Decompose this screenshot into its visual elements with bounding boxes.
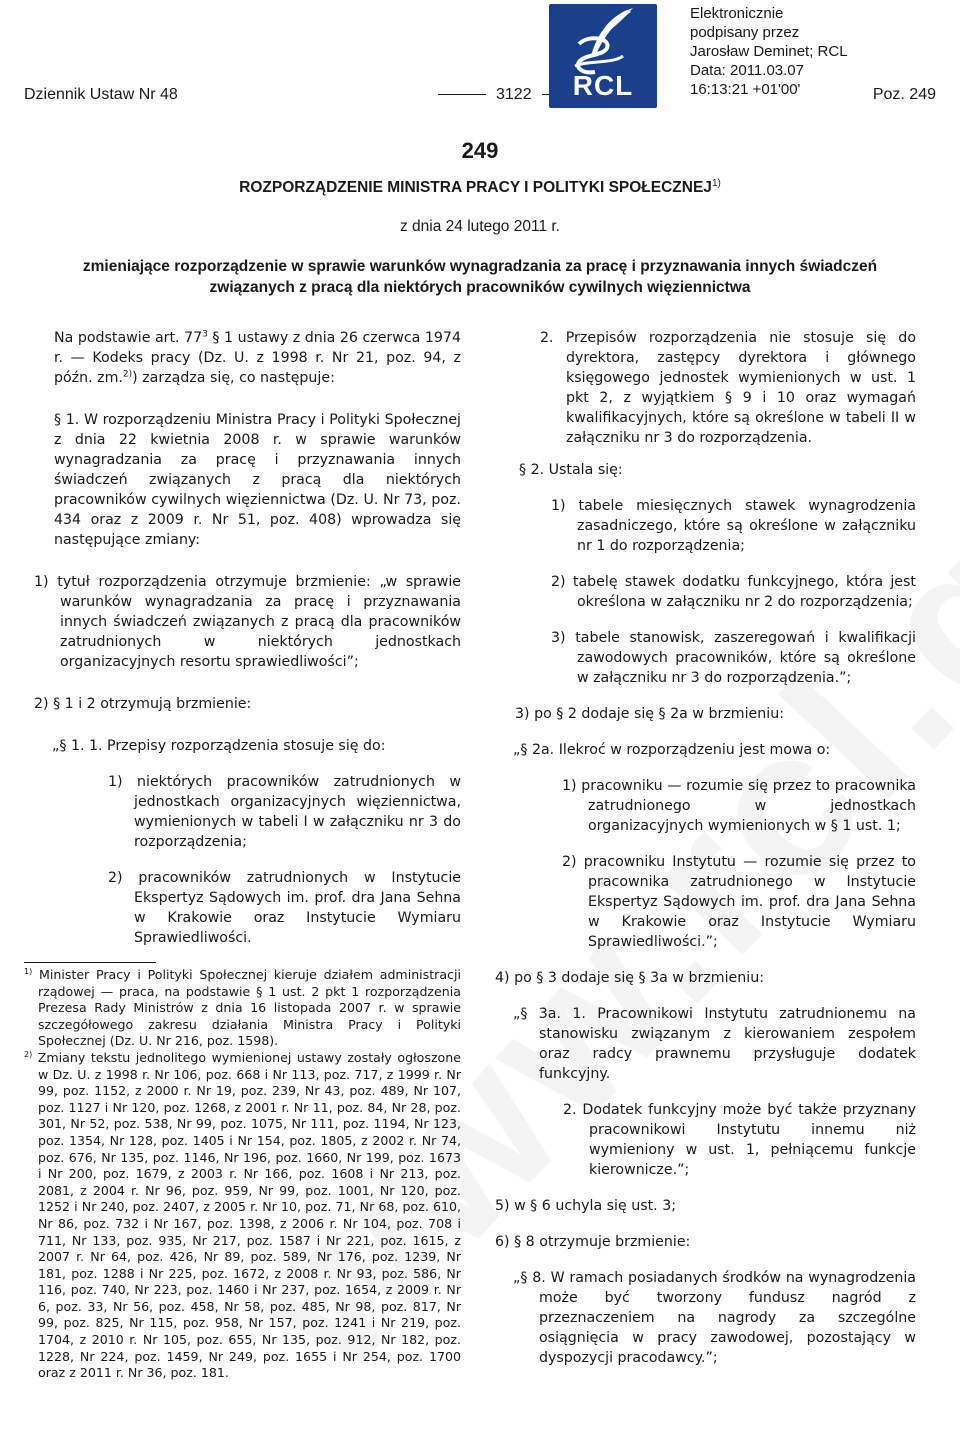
quoted-point: 2) tabelę stawek dodatku funkcyjnego, która jest określona w załączniku nr 2 do rozporządzenia; [551,574,916,610]
electronic-signature [690,4,848,99]
quoted-paragraph: „§ 1. 1. Przepisy rozporządzenia stosuje się do: [52,738,386,754]
signature-line: 16:13:21 +01'00' [690,81,801,98]
signature-line: Data: 2011.03.07 [690,62,804,79]
logo-text: RCL [572,70,634,101]
quoted-point: 2. Dodatek funkcyjny może być także przyznany pracownikowi Instytutu innemu niż wymieniony w ust. 1, pełniącemu funkcje kierownicze.”; [563,1102,916,1178]
footnote: $^{2)}$ Zmiany tekstu jednolitego wymienionej ustawy zostały ogłoszone w Dz. U. z 1998 r. Nr 106, poz. 668 i Nr 113, poz. 717, z 1999 r. Nr 99, poz. 1152, z 2000 r. Nr 19, poz. 239, Nr 43, poz. 489, Nr 107, poz. 1127 i Nr 120, poz. 1268, z 2001 r. Nr 11, poz. 84, Nr 28, poz. 301, Nr 52, poz. 538, Nr 99, poz. 1075, Nr 111, poz. 1194, Nr 123, poz. 1354, Nr 128, poz. 1405 i Nr 154, poz. 1805, z 2002 r. Nr 74, poz. 676, Nr 135, poz. 1146, Nr 196, poz. 1660, Nr 199, poz. 1673 i Nr 200, poz. 1679, z 2003 r. Nr 166, poz. 1608 i Nr 213, poz. 2081, z 2004 r. Nr 96, poz. 959, Nr 99, poz. 1001, Nr 120, poz. 1252 i Nr 240, poz. 2407, z 2005 r. Nr 10, poz. 71, Nr 68, poz. 610, Nr 86, poz. 732 i Nr 167, poz. 1398, z 2006 r. Nr 104, poz. 708 i 711, Nr 133, poz. 935, Nr 217, poz. 1587 i Nr 221, poz. 1615, z 2007 r. Nr 64, poz. 426, Nr 89, poz. 589, Nr 176, poz. 1239, Nr 181, poz. 1288 i Nr 225, poz. 1672, z 2008 r. Nr 93, poz. 586, Nr 116, poz. 740, Nr 223, poz. 1460 i Nr 237, poz. 1654, z 2009 r. Nr 6, poz. 33, Nr 56, poz. 458, Nr 58, poz. 485, Nr 98, poz. 817, Nr 99, poz. 825, Nr 115, poz. 958, Nr 157, poz. 1241 i Nr 219, poz. 1704, z 2010 r. Nr 105, poz. 655, Nr 135, poz. 912, Nr 182, poz. 1228, Nr 224, poz. 1459, Nr 249, poz. 1655 i Nr 254, poz. 1700 oraz z 2011 r. Nr 36, poz. 181. [24,1049,461,1381]
left-column [24,328,461,1382]
footnote-mark: 1) [24,966,33,976]
signature-line: Elektronicznie [690,5,784,22]
footnote-ref: 2) [122,369,133,380]
list-item-4: 4) po § 3 dodaje się § 3a w brzmieniu: [495,970,764,986]
right-column [495,328,916,1368]
list-item-2: 2) § 1 i 2 otrzymują brzmienie: [34,696,252,712]
quoted-paragraph: § 2. Ustala się: [519,462,623,478]
list-item-5: 5) w § 6 uchyla się ust. 3; [495,1198,676,1214]
quoted-paragraph: „§ 3a. 1. Pracownikowi Instytutu zatrudnionemu na stanowisku związanym z kierowaniem zespołem oraz radcy prawnemu przysługuje dodatek funkcyjny. [513,1006,916,1082]
signature-line: podpisany przez [690,24,800,41]
quoted-point: 2) pracowników zatrudnionych w Instytucie Ekspertyz Sądowych im. prof. dra Jana Sehna w Krakowie oraz Instytucie Wymiaru Sprawiedliwości. [108,870,461,946]
quoted-point: 1) pracowniku — rozumie się przez to pracownika zatrudnionego w jednostkach organizacyjnych wymienionych w § 1 ust. 1; [562,778,916,834]
document-date: z dnia 24 lutego 2011 r. [399,218,560,235]
preamble: Na podstawie art. $77^3$ § 1 ustawy z dnia 26 czerwca 1974 r. — Kodeks pracy (Dz. U. z 1998 r. Nr 21, poz. 94, z późn. zm.$^{2)}$) zarządza się, co następuje: [54,329,461,386]
quoted-paragraph: „§ 8. W ramach posiadanych środków na wynagrodzenia może być tworzony fundusz nagród z przeznaczeniem na nagrody za szczególne osiągnięcia w pracy zawodowej, pozostający w dyspozycji pracodawcy.”; [513,1270,916,1366]
journal-name: Dziennik Ustaw Nr 48 [24,86,178,103]
quoted-point: 2) pracowniku Instytutu — rozumie się przez to pracownika zatrudnionego w Instytucie Ekspertyz Sądowych im. prof. dra Jana Sehna w Krakowie oraz Instytucie Wymiaru Sprawiedliwości.”; [562,854,916,950]
document-number: 249 [461,138,499,163]
footnote-divider [24,962,156,963]
footnote: $^{1)}$ Minister Pracy i Polityki Społecznej kieruje działem administracji rządowej — praca, na podstawie § 1 ust. 2 pkt 1 rozporządzenia Prezesa Rady Ministrów z dnia 16 listopada 2007 r. w sprawie szczegółowego zakresu działania Ministra Pracy i Polityki Społecznej (Dz. U. Nr 216, poz. 1598). [24,966,461,1049]
footnote-mark: 2) [24,1049,33,1059]
quoted-point: 3) tabele stanowisk, zaszeregowań i kwalifikacji zawodowych pracowników, które są określone w załączniku nr 3 do rozporządzenia.”; [551,630,916,686]
quoted-point: 1) niektórych pracowników zatrudnionych w jednostkach organizacyjnych więziennictwa, wymienionych w tabeli I w załączniku nr 3 do rozporządzenia; [108,774,461,850]
quoted-paragraph: „§ 2a. Ilekroć w rozporządzeniu jest mowa o: [513,742,831,758]
document-title [0,178,960,197]
quill-pen-icon [549,4,657,80]
superscript: 3 [202,329,208,340]
rcl-logo [549,4,657,108]
position-number: Poz. 249 [872,86,936,103]
quoted-point: 1) tabele miesięcznych stawek wynagrodzenia zasadniczego, które są określone w załączniku nr 1 do rozporządzenia; [551,498,916,554]
paragraph-1: § 1. W rozporządzeniu Ministra Pracy i Polityki Społecznej z dnia 22 kwietnia 2008 r. w sprawie warunków wynagradzania za pracę i przyznawania innych świadczeń związanych z pracą dla niektórych pracowników cywilnych więziennictwa (Dz. U. Nr 73, poz. 434 oraz z 2009 r. Nr 51, poz. 408) wprowadza się następujące zmiany: [54,412,461,548]
signature-line: Jarosław Deminet; RCL [690,43,848,60]
list-item-3: 3) po § 2 dodaje się § 2a w brzmieniu: [515,706,784,722]
page-number-text: 3122 [496,86,532,103]
title-text: ROZPORZĄDZENIE MINISTRA PRACY I POLITYKI SPOŁECZNEJ [239,179,712,197]
list-item-6: 6) § 8 otrzymuje brzmienie: [495,1234,691,1250]
list-item-1: 1) tytuł rozporządzenia otrzymuje brzmienie: „w sprawie warunków wynagradzania za pracę i przyznawania innych świadczeń związanych z pracą dla pracowników zatrudnionych w niektórych jednostkach organizacyjnych resortu sprawiedliwości”; [34,574,461,670]
document-subject: zmieniające rozporządzenie w sprawie warunków wynagradzania za pracę i przyznawania innych świadczeń związanych z pracą dla niektórych pracowników cywilnych więziennictwa [82,258,878,296]
footnotes [24,967,461,1382]
footnote-ref: 1) [711,178,721,189]
dash-divider [438,94,486,95]
quoted-paragraph: 2. Przepisów rozporządzenia nie stosuje się do dyrektora, zastępcy dyrektora i głównego księgowego jednostek wymienionych w ust. 1 pkt 2, z wyjątkiem § 9 i 10 oraz wymagań kwalifikacyjnych, które są określone w tabeli II w załączniku nr 3 do rozporządzenia. [540,330,916,446]
